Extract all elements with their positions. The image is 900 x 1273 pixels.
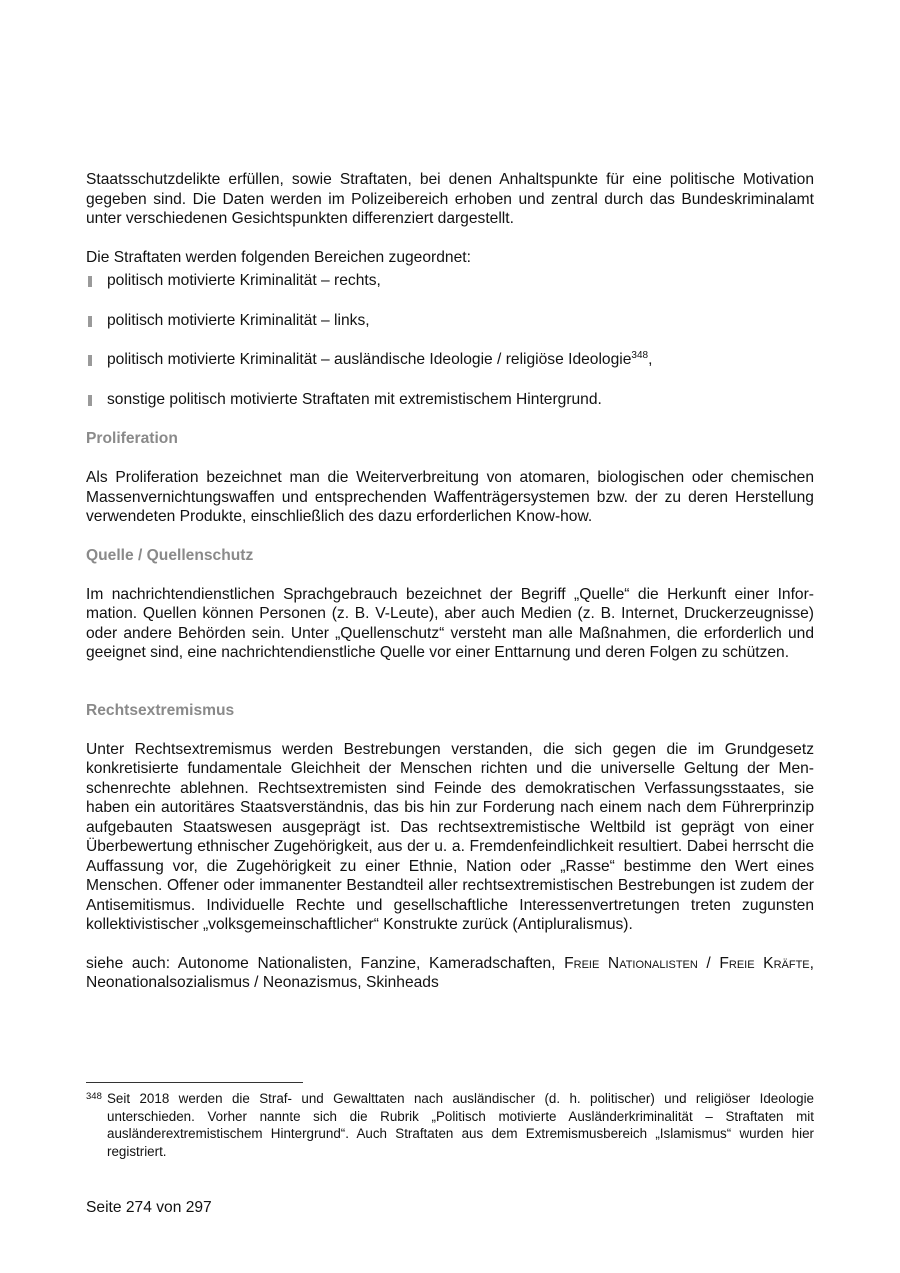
footnote-reference[interactable]: 348 bbox=[631, 350, 649, 361]
section-text-rechtsextremismus: Unter Rechtsextremismus werden Bestrebungen verstanden, die sich gegen die im Grundgesetz konkretisierte fundamentale Gleichheit der Menschen richten und die universelle Geltung der Menschenrechte ablehnen. Rechtsextremisten sind Feinde des demokratischen Verfassungsstaates, sie haben ein autoritäres Staatsverständnis, das bis hin zur Forderung nach einem nach dem Führerprinzip aufgebauten Staatswesen ausgeprägt ist. Das rechtsextremistische Weltbild ist geprägt von einer Überbewertung ethnischer Zugehörigkeit, aus der u. a. Fremdenfeindlichkeit resultiert. Dabei herrscht die Auffassung vor, die Zugehörigkeit zu einer Ethnie, Nation oder „Rasse“ bestimme den Wert eines Menschen. Offener oder immanenter Bestandteil aller rechtsextremistischen Bestrebungen ist zudem der Antisemitismus. Individuelle Rechte und gesellschaftliche Interessenvertretungen treten zugunsten kollektivistischer „volksgemeinschaftlicher“ Konstrukte zurück (Antipluralismus). bbox=[86, 740, 814, 933]
footnote-divider bbox=[86, 1082, 303, 1083]
see-also-smallcaps: Freie Nationalisten / Freie Kräfte bbox=[564, 954, 810, 972]
section-text-quelle: Im nachrichtendienstlichen Sprachgebrauch bezeichnet der Begriff „Quelle“ die Herkunft einer Information. Quellen können Personen (z. B. V-Leute), aber auch Medien (z. B. Internet, Druckerzeugnisse) oder andere Behörden sein. Unter „Quellenschutz“ versteht man alle Maßnahmen, die erforderlich und geeignet sind, eine nachrichtendienstliche Quelle vor einer Enttarnung und deren Folgen zu schützen. bbox=[86, 585, 814, 661]
footnote-text: Seit 2018 werden die Straf- und Gewalttaten nach ausländischer (d. h. politischer) und religiöser Ideologie unterschieden. Vorher nannte sich die Rubrik „Politisch motivierte Ausländerkriminalität – Straftaten mit ausländerextremistischem Hintergrund“. Auch Straftaten aus dem Extremismusbereich „Islamismus“ wurden hier registriert. bbox=[107, 1091, 814, 1159]
bullet-marker-icon bbox=[88, 395, 92, 406]
footnote bbox=[86, 1090, 814, 1160]
bullet-marker-icon bbox=[88, 316, 92, 327]
list-item bbox=[86, 311, 814, 331]
intro-paragraph: Staatsschutzdelikte erfüllen, sowie Straftaten, bei denen Anhaltspunkte für eine politische Motivation gegeben sind. Die Daten werden im Polizeibereich erhoben und zentral durch das Bundeskriminalamt unter verschiedenen Gesichtspunkten differenziert dargestellt. bbox=[86, 171, 814, 227]
list-item bbox=[86, 271, 814, 291]
section-heading-proliferation: Proliferation bbox=[86, 430, 178, 447]
list-item-text: politisch motivierte Kriminalität – links, bbox=[107, 311, 370, 329]
list-item-text: politisch motivierte Kriminalität – ausländische Ideologie / religiöse Ideologie bbox=[107, 351, 632, 368]
see-also-prefix: siehe auch: Autonome Nationalisten, Fanzine, Kameradschaften, bbox=[86, 954, 556, 972]
page-number: Seite 274 von 297 bbox=[86, 1199, 212, 1216]
page-body bbox=[86, 170, 814, 993]
see-also-suffix: , Neonationalsozialismus / Neonazismus, Skinheads bbox=[86, 954, 814, 991]
bullet-marker-icon bbox=[88, 276, 92, 287]
bullet-marker-icon bbox=[88, 355, 92, 366]
see-also bbox=[86, 954, 814, 993]
list-item bbox=[86, 390, 814, 410]
section-heading-quelle: Quelle / Quellenschutz bbox=[86, 546, 254, 564]
list-item-text: sonstige politisch motivierte Straftaten mit extremistischem Hintergrund. bbox=[107, 390, 602, 408]
section-text-proliferation: Als Proliferation bezeichnet man die Weiterverbreitung von atomaren, biologischen oder chemischen Massenvernichtungswaffen und entsprechenden Waffenträgersystemen bzw. der zu deren Herstellung verwendeten Produkte, einschließlich des dazu erforderlichen Know-how. bbox=[86, 469, 814, 525]
list-item-tail: , bbox=[648, 351, 653, 368]
footnote-number: 348 bbox=[86, 1091, 102, 1102]
list-intro: Die Straftaten werden folgenden Bereichen zugeordnet: bbox=[86, 248, 471, 266]
section-heading-rechtsextremismus: Rechtsextremismus bbox=[86, 701, 235, 719]
category-list bbox=[86, 271, 814, 409]
list-item-text: politisch motivierte Kriminalität – rechts, bbox=[107, 272, 381, 289]
list-item bbox=[86, 350, 814, 370]
